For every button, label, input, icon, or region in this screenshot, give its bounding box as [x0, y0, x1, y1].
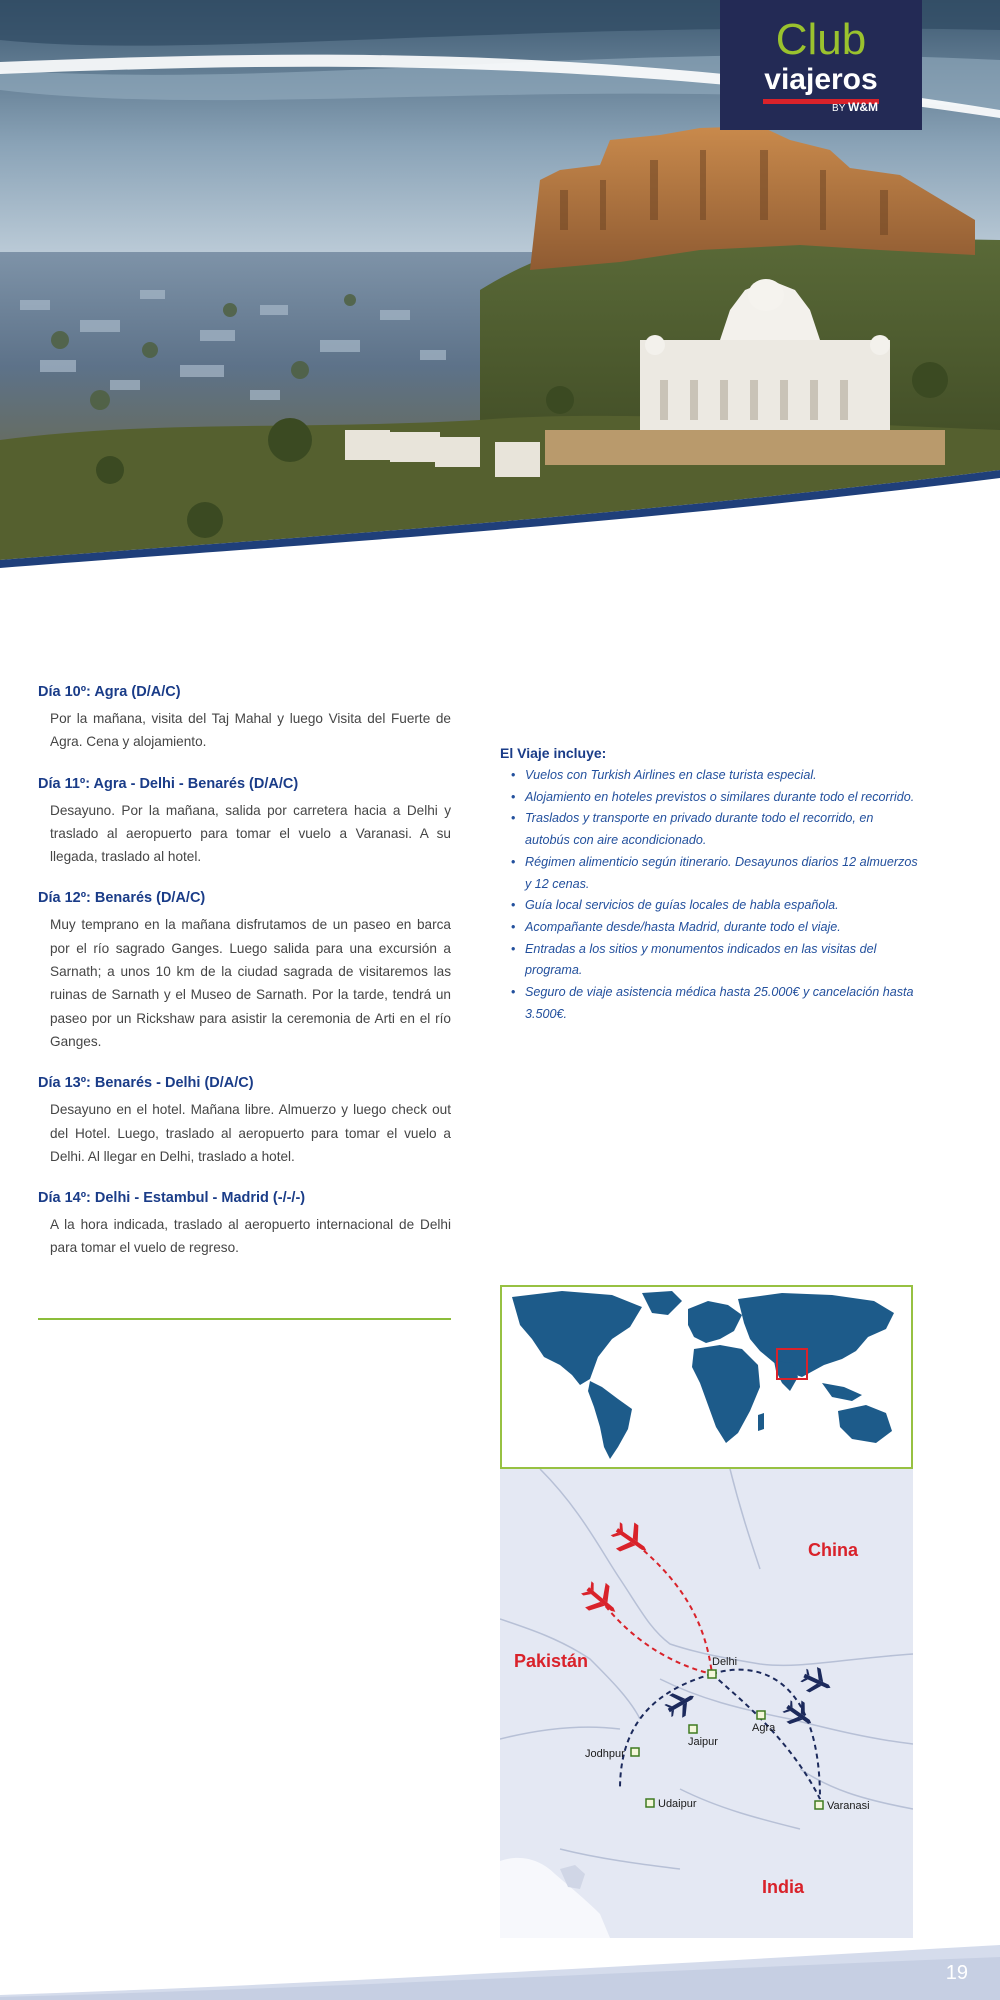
- city-marker-jodhpur: [631, 1748, 639, 1756]
- city-marker-jaipur: [689, 1725, 697, 1733]
- itinerary-day: [38, 684, 451, 754]
- bullet-icon: •: [511, 789, 516, 804]
- city-label-agra: Agra: [752, 1722, 776, 1734]
- include-text: Entradas a los sitios y monumentos indicados en las visitas del programa.: [525, 941, 877, 978]
- bullet-icon: •: [511, 854, 516, 869]
- city-label-delhi: Delhi: [712, 1656, 738, 1668]
- day-description: Por la mañana, visita del Taj Mahal y luego Visita del Fuerte de Agra. Cena y alojamiento.: [50, 711, 451, 750]
- footer-wave: [0, 1935, 1000, 2000]
- world-locator-map: [500, 1285, 913, 1469]
- list-item: [500, 787, 920, 809]
- country-label-china: China: [808, 1540, 859, 1560]
- city-marker-agra: [757, 1711, 765, 1719]
- city-label-jaipur: Jaipur: [688, 1736, 718, 1748]
- bullet-icon: •: [511, 941, 516, 956]
- day-description: Desayuno en el hotel. Mañana libre. Almuerzo y luego check out del Hotel. Luego, traslado al aeropuerto para tomar el vuelo a Delhi. Al llegar en Delhi, traslado a hotel.: [50, 1102, 451, 1164]
- includes-title: El Viaje incluye:: [500, 745, 607, 761]
- include-text: Régimen alimenticio según itinerario. Desayunos diarios 12 almuerzos y 12 cenas.: [525, 854, 918, 891]
- country-label-india: India: [762, 1877, 805, 1897]
- bullet-icon: •: [511, 919, 516, 934]
- india-route-map: [500, 1469, 913, 1938]
- logo-brand-text: W&M: [848, 100, 878, 114]
- logo-viajeros-text: viajeros: [764, 63, 878, 96]
- list-item: [500, 895, 920, 917]
- logo-byline: [832, 100, 878, 114]
- include-text: Seguro de viaje asistencia médica hasta 25.000€ y cancelación hasta 3.500€.: [525, 985, 914, 1021]
- itinerary-section: [38, 684, 451, 1282]
- day-title: Día 10º: Agra (D/A/C): [38, 684, 181, 700]
- itinerary-day: [38, 890, 451, 1053]
- itinerary-day: [38, 776, 451, 869]
- bullet-icon: •: [511, 898, 516, 913]
- city-label-jodhpur: Jodhpur: [585, 1748, 625, 1760]
- day-title: Día 13º: Benarés - Delhi (D/A/C): [38, 1075, 254, 1092]
- route-map-graphic: [500, 1469, 913, 1938]
- include-text: Acompañante desde/hasta Madrid, durante todo el viaje.: [525, 919, 841, 934]
- list-item: [500, 982, 920, 1025]
- section-divider: [38, 1318, 451, 1320]
- day-description: A la hora indicada, traslado al aeropuerto internacional de Delhi para tomar el vuelo de regreso.: [50, 1217, 451, 1256]
- bullet-icon: •: [511, 768, 516, 782]
- list-item: [500, 852, 920, 895]
- include-text: Guía local servicios de guías locales de habla española.: [525, 898, 839, 913]
- itinerary-day: [38, 1075, 451, 1168]
- bullet-icon: •: [511, 985, 516, 1000]
- list-item: [500, 765, 920, 787]
- city-label-varanasi: Varanasi: [827, 1800, 870, 1812]
- city-marker-udaipur: [646, 1799, 654, 1807]
- day-description: Muy temprano en la mañana disfrutamos de un paseo en barca por el río sagrado Ganges. Luego salida para una excursión a Sarnath; a unos 10 km de la ciudad sagrada de visitaremos las ruinas de Sarnath y el Museo de Sarnath. Por la tarde, tendrá un paseo por un Rickshaw para asistir la ceremonia de Arti en el río Ganges.: [50, 917, 451, 1049]
- list-item: [500, 939, 920, 982]
- page-number: 19: [945, 1962, 968, 1984]
- list-item: [500, 917, 920, 939]
- country-label-pakistan: Pakistán: [514, 1651, 589, 1671]
- club-viajeros-logo: [720, 0, 922, 130]
- day-description: Desayuno. Por la mañana, salida por carretera hacia a Delhi y traslado al aeropuerto para tomar el vuelo a Varanasi. A su llegada, traslado al hotel.: [50, 802, 451, 865]
- trip-includes-section: [500, 745, 920, 1025]
- include-text: Traslados y transporte en privado durante todo el recorrido, en autobús con aire acondicionado.: [525, 811, 874, 848]
- day-title: Día 12º: Benarés (D/A/C): [38, 890, 206, 907]
- day-title: Día 11º: Agra - Delhi - Benarés (D/A/C): [38, 775, 299, 792]
- includes-list: [500, 765, 920, 1025]
- bullet-icon: •: [511, 811, 516, 826]
- include-text: Alojamiento en hoteles previstos o similares durante todo el recorrido.: [525, 789, 915, 804]
- list-item: [500, 808, 920, 851]
- world-map-graphic: [502, 1287, 911, 1467]
- include-text: Vuelos con Turkish Airlines en clase turista especial.: [525, 768, 817, 782]
- day-title: Día 14º: Delhi - Estambul - Madrid (-/-/-): [38, 1190, 306, 1207]
- itinerary-day: [38, 1190, 451, 1260]
- city-label-udaipur: Udaipur: [658, 1798, 697, 1810]
- city-marker-delhi: [708, 1670, 716, 1678]
- city-marker-varanasi: [815, 1801, 823, 1809]
- logo-by-text: BY: [832, 103, 846, 114]
- logo-club-text: Club: [775, 15, 867, 64]
